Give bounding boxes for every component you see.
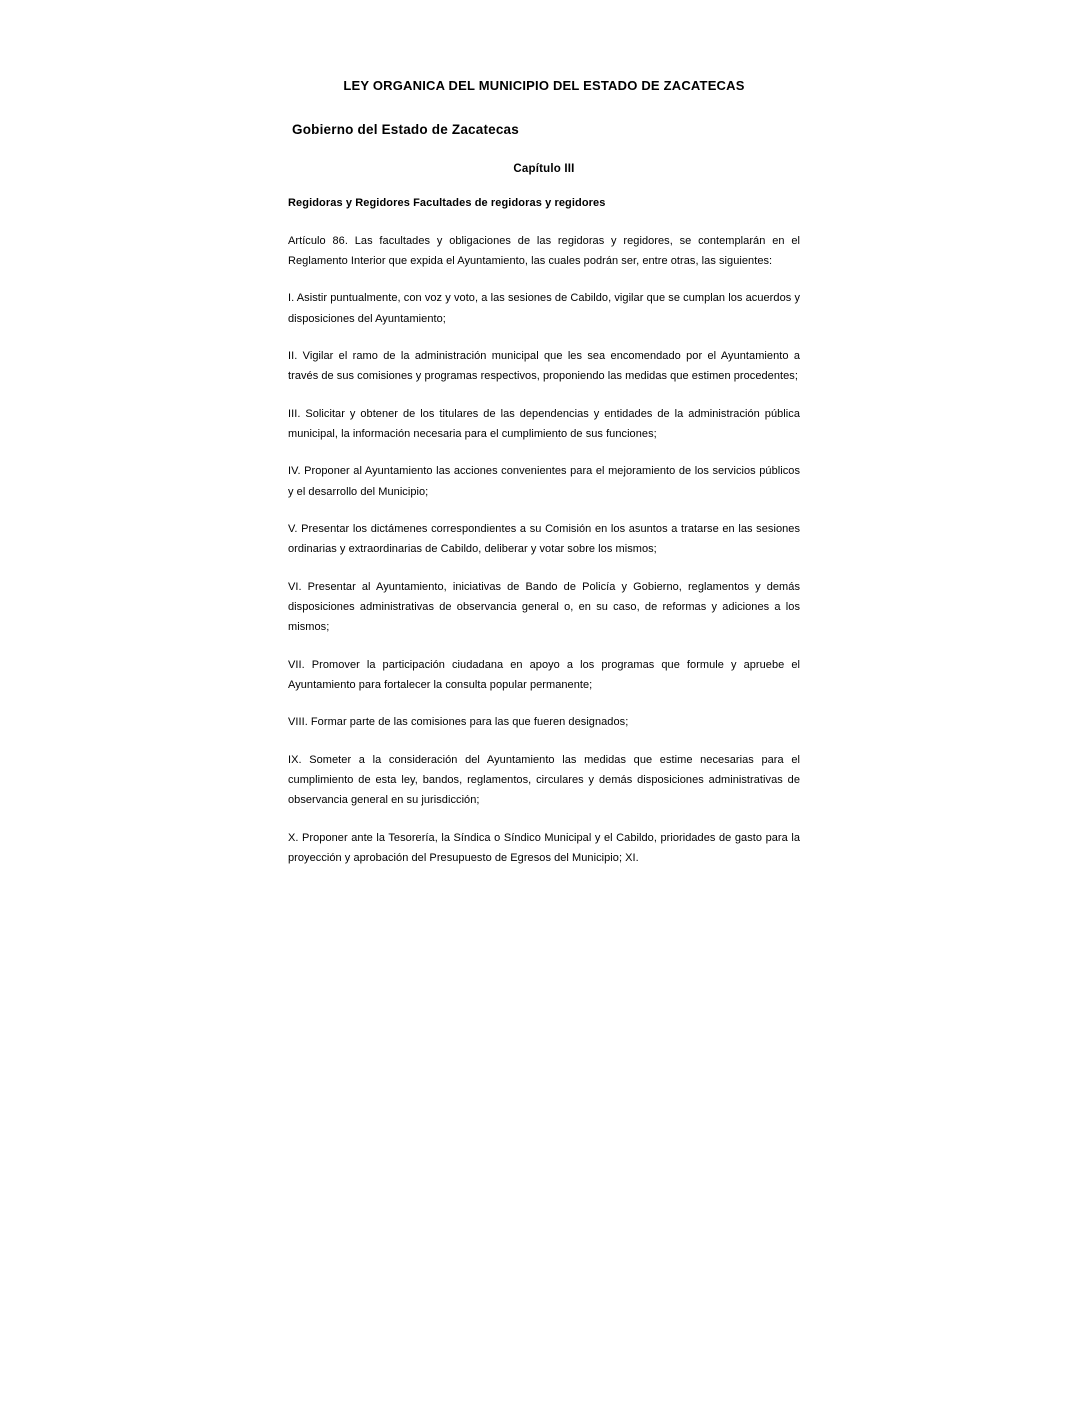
paragraph-fraction-iv: IV. Proponer al Ayuntamiento las acciones convenientes para el mejoramiento de los servicios públicos y el desarrollo del Municipio; (288, 465, 800, 498)
paragraph-fraction-viii: VIII. Formar parte de las comisiones para las que fueren designados; (288, 716, 629, 729)
paragraph-fraction-i: I. Asistir puntualmente, con voz y voto, a las sesiones de Cabildo, vigilar que se cumplan los acuerdos y disposiciones del Ayuntamiento; (288, 292, 800, 325)
document-content (288, 78, 800, 869)
paragraph-fraction-iii: III. Solicitar y obtener de los titulares de las dependencias y entidades de la administración pública municipal, la información necesaria para el cumplimiento de sus funciones; (288, 407, 800, 440)
paragraph-article-86: Artículo 86. Las facultades y obligaciones de las regidoras y regidores, se contemplarán en el Reglamento Interior que expida el Ayuntamiento, las cuales podrán ser, entre otras, las siguientes: (288, 234, 800, 267)
chapter-heading: Capítulo III (513, 162, 575, 175)
paragraph-fraction-ix: IX. Someter a la consideración del Ayuntamiento las medidas que estime necesarias para el cumplimiento de esta ley, bandos, reglamentos, circulares y demás disposiciones administrativas de observancia general en su jurisdicción; (288, 753, 800, 807)
paragraph-fraction-x: X. Proponer ante la Tesorería, la Síndica o Síndico Municipal y el Cabildo, prioridades de gasto para la proyección y aprobación del Presupuesto de Egresos del Municipio; XI. (288, 831, 800, 865)
paragraph-fraction-ii: II. Vigilar el ramo de la administración municipal que les sea encomendado por el Ayuntamiento a través de sus comisiones y programas respectivos, proponiendo las medidas que estimen procedentes; (288, 349, 800, 383)
paragraph-fraction-vii: VII. Promover la participación ciudadana en apoyo a los programas que formule y apruebe el Ayuntamiento para fortalecer la consulta popular permanente; (288, 658, 800, 692)
section-subtitle: Regidoras y Regidores Facultades de regidoras y regidores (288, 196, 606, 209)
document-header-title: LEY ORGANICA DEL MUNICIPIO DEL ESTADO DE ZACATECAS (343, 78, 745, 93)
paragraph-fraction-v: V. Presentar los dictámenes correspondientes a su Comisión en los asuntos a tratarse en las sesiones ordinarias y extraordinarias de Cabildo, deliberar y votar sobre los mismos; (288, 523, 800, 556)
government-line: Gobierno del Estado de Zacatecas (292, 121, 519, 137)
paragraph-fraction-vi: VI. Presentar al Ayuntamiento, iniciativas de Bando de Policía y Gobierno, reglamentos y demás disposiciones administrativas de observancia general o, en su caso, de reformas y adiciones a los mismos; (288, 580, 800, 634)
